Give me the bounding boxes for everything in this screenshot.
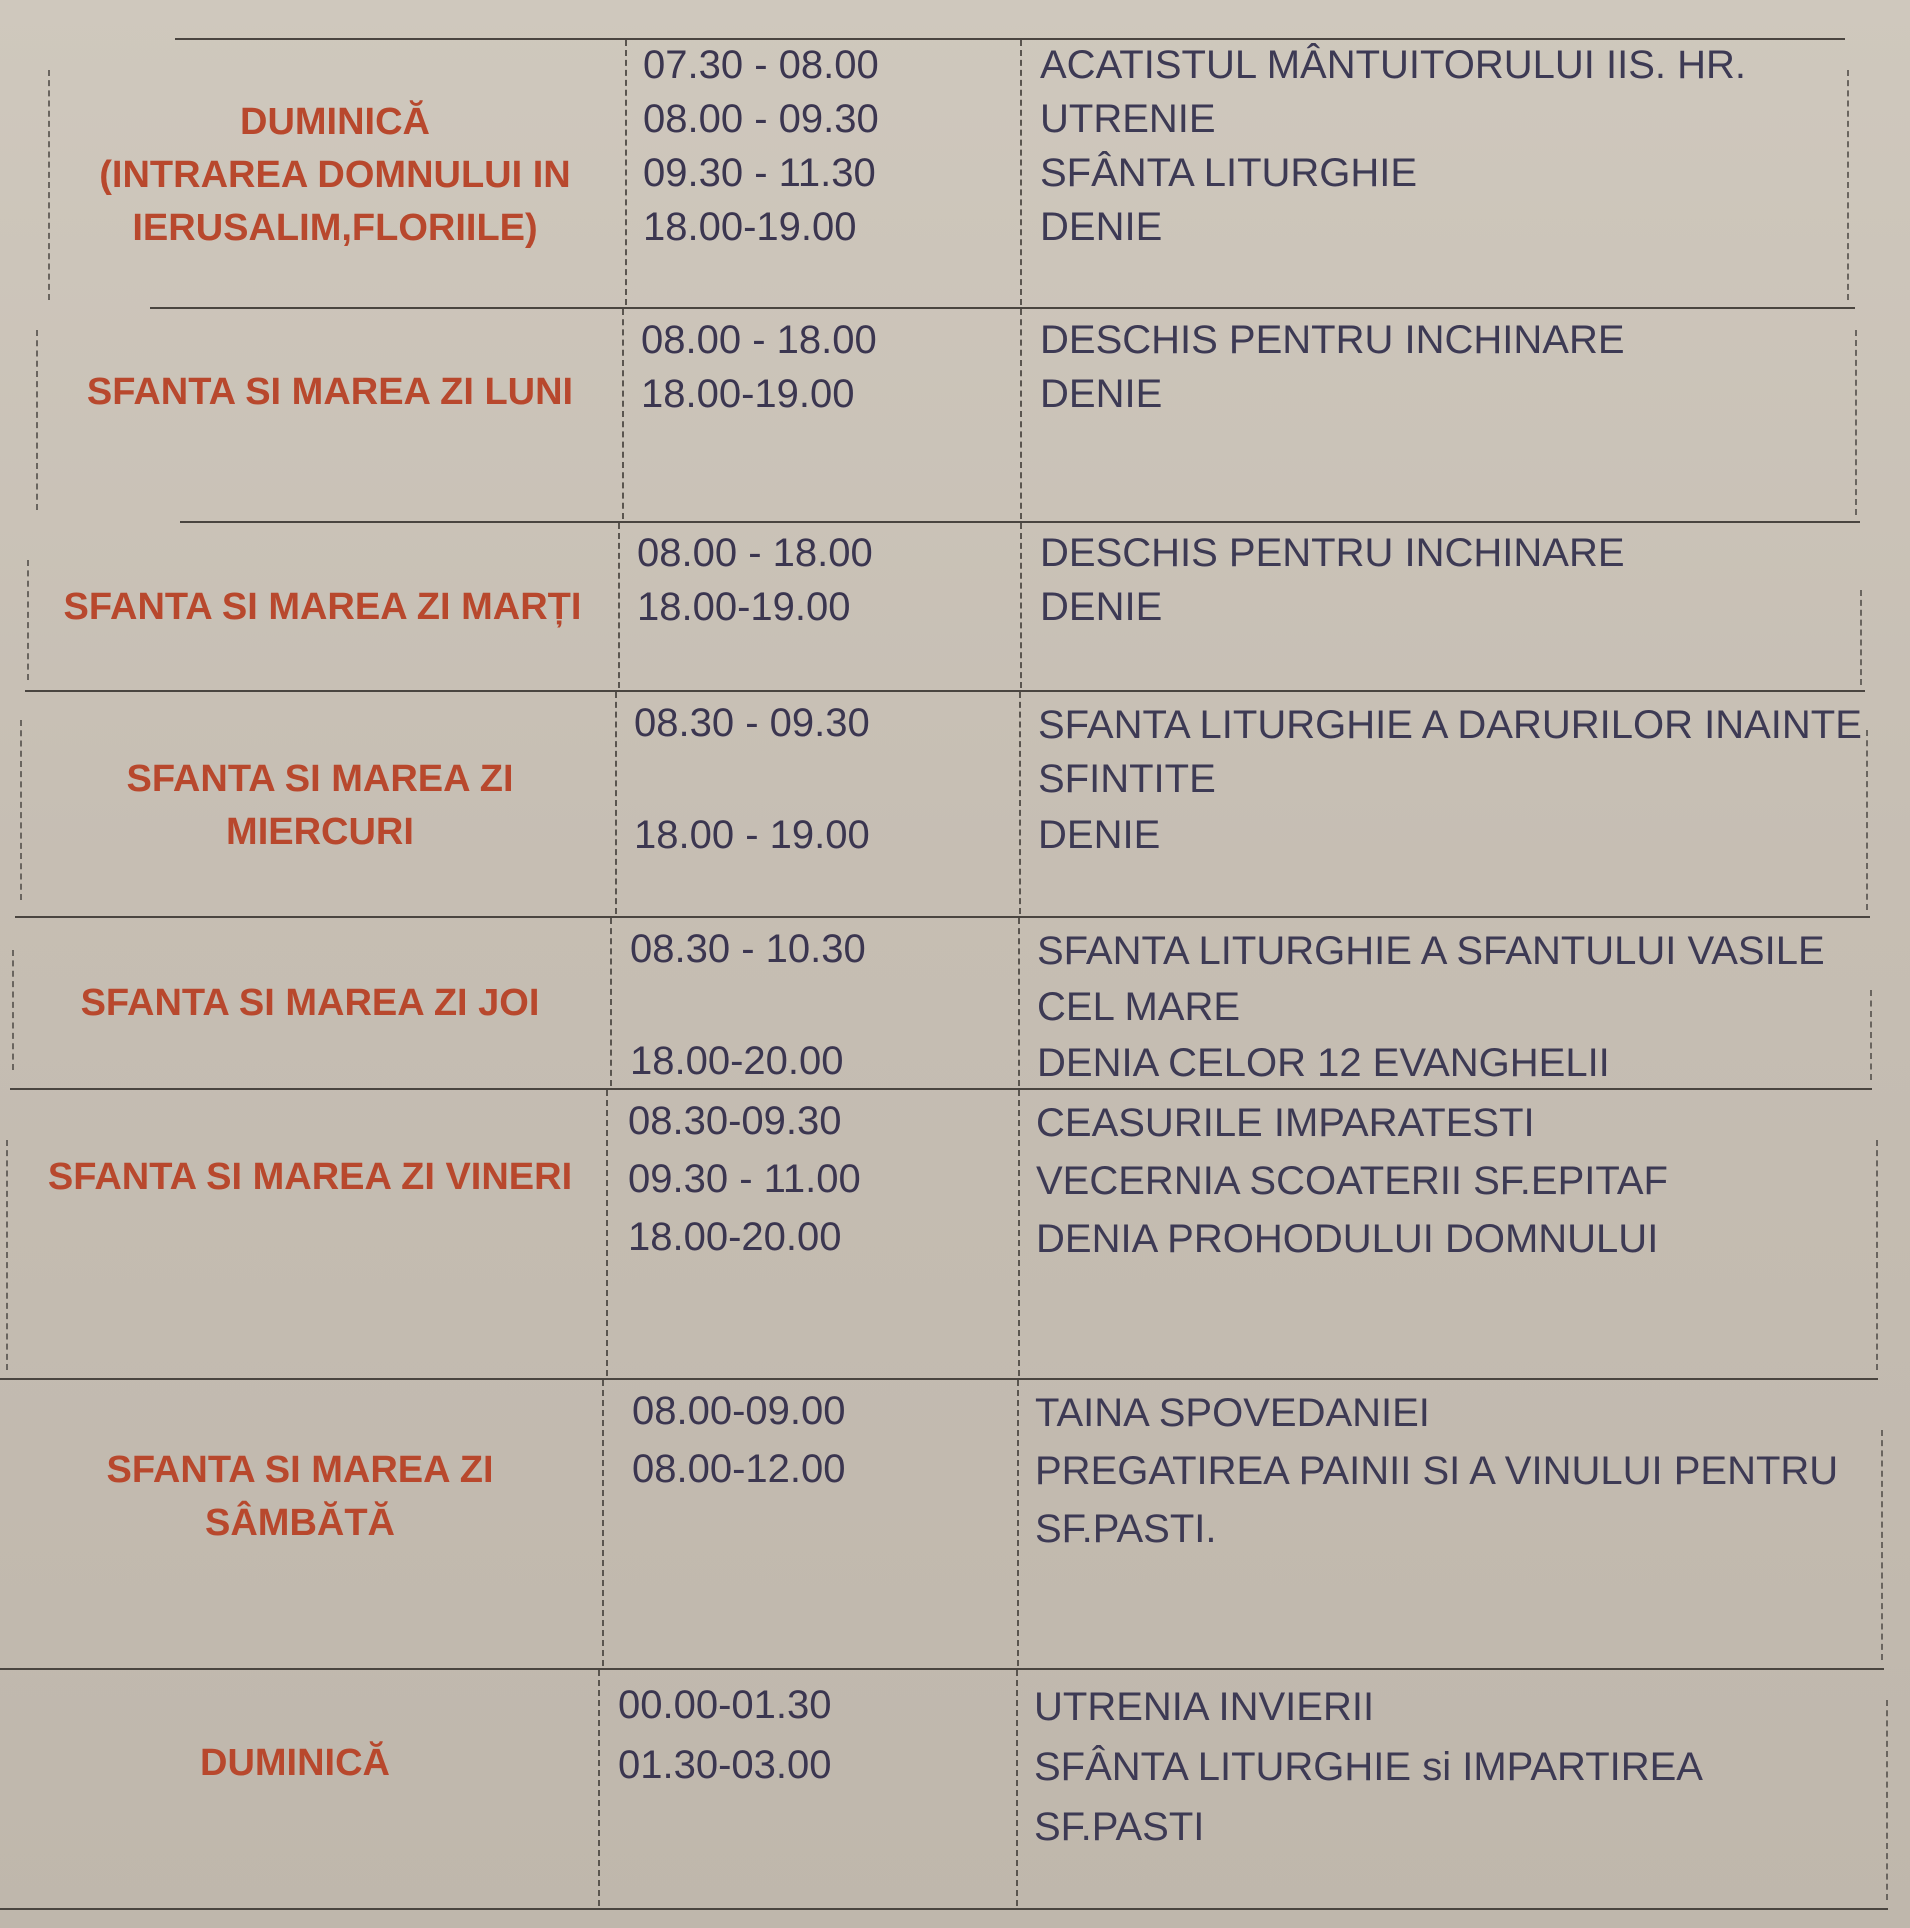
time-slot: 18.00-20.00	[628, 1215, 842, 1259]
time-slot: 18.00-20.00	[630, 1039, 844, 1083]
day-line: SFANTA SI MAREA ZI VINERI	[47, 1155, 573, 1198]
day-line: SFANTA SI MAREA ZI LUNI	[86, 370, 574, 413]
time-slot: 08.00-12.00	[632, 1447, 846, 1491]
column-divider	[622, 309, 624, 519]
service-name: PREGATIREA PAINII SI A VINULUI PENTRU	[1035, 1449, 1839, 1493]
time-slot: 09.30 - 11.30	[643, 151, 876, 195]
table-left-edge	[6, 1140, 8, 1370]
service-name: SFÂNTA LITURGHIE si IMPARTIREA	[1034, 1745, 1703, 1789]
table-right-edge	[1886, 1700, 1888, 1900]
day-line: SFANTA SI MAREA ZI JOI	[80, 981, 540, 1024]
row-divider	[25, 690, 1865, 692]
table-right-edge	[1860, 590, 1862, 685]
time-slot: 18.00-19.00	[641, 372, 855, 416]
time-slot: 00.00-01.30	[618, 1683, 832, 1727]
day-line: IERUSALIM,FLORIILE)	[132, 206, 538, 249]
time-slot: 08.30-09.30	[628, 1099, 842, 1143]
service-name: CEASURILE IMPARATESTI	[1036, 1101, 1535, 1145]
table-left-edge	[20, 720, 22, 900]
day-label	[70, 365, 590, 419]
table-right-edge	[1870, 990, 1872, 1080]
service-name: DENIA PROHODULUI DOMNULUI	[1036, 1217, 1659, 1261]
service-name: DESCHIS PENTRU INCHINARE	[1040, 318, 1625, 362]
service-name: UTRENIA INVIERII	[1034, 1685, 1375, 1729]
row-divider	[150, 307, 1855, 309]
day-label	[30, 1736, 560, 1790]
column-divider	[602, 1380, 604, 1666]
row-divider	[0, 1378, 1878, 1380]
column-divider	[625, 40, 627, 305]
table-left-edge	[36, 330, 38, 510]
service-name: TAINA SPOVEDANIEI	[1035, 1391, 1430, 1435]
column-divider	[1020, 40, 1022, 305]
time-slot: 01.30-03.00	[618, 1743, 832, 1787]
day-label	[80, 90, 590, 260]
day-line: SFANTA SI MAREA ZI MARȚI	[63, 585, 582, 628]
table-left-edge	[12, 950, 14, 1070]
day-label	[20, 1150, 600, 1204]
service-name: DESCHIS PENTRU INCHINARE	[1040, 531, 1625, 575]
column-divider	[1017, 1380, 1019, 1666]
time-slot: 07.30 - 08.00	[643, 43, 879, 87]
table-left-edge	[27, 560, 29, 680]
day-line: SÂMBĂTĂ	[205, 1502, 395, 1544]
time-slot: 08.00 - 09.30	[643, 97, 879, 141]
service-name: SFINTITE	[1038, 757, 1216, 801]
column-divider	[618, 523, 620, 688]
table-right-edge	[1876, 1140, 1878, 1370]
service-name: DENIE	[1040, 585, 1163, 629]
service-name: ACATISTUL MÂNTUITORULUI IIS. HR.	[1040, 43, 1746, 87]
column-divider	[1020, 309, 1022, 519]
table-right-edge	[1866, 730, 1868, 910]
time-slot: 18.00-19.00	[643, 205, 857, 249]
time-slot: 18.00 - 19.00	[634, 813, 870, 857]
column-divider	[610, 918, 612, 1086]
time-slot: 08.00 - 18.00	[641, 318, 877, 362]
time-slot: 18.00-19.00	[637, 585, 851, 629]
service-name: SFANTA LITURGHIE A SFANTULUI VASILE	[1037, 929, 1825, 973]
time-slot: 09.30 - 11.00	[628, 1157, 861, 1201]
column-divider	[1020, 523, 1022, 688]
service-name: SF.PASTI.	[1035, 1507, 1217, 1551]
service-name: DENIE	[1040, 372, 1163, 416]
day-line: DUMINICĂ	[200, 1741, 390, 1784]
time-slot: 08.00 - 18.00	[637, 531, 873, 575]
row-divider	[0, 1668, 1884, 1670]
service-name: DENIE	[1038, 813, 1161, 857]
day-line: SFANTA SI MAREA ZI	[126, 758, 514, 800]
service-name: CEL MARE	[1037, 985, 1241, 1029]
column-divider	[615, 692, 617, 914]
time-slot: 08.30 - 10.30	[630, 927, 866, 971]
service-name: SFANTA LITURGHIE A DARURILOR INAINTE	[1038, 703, 1862, 747]
service-name: SF.PASTI	[1034, 1805, 1205, 1849]
table-right-edge	[1847, 70, 1849, 300]
service-name: UTRENIE	[1040, 97, 1216, 141]
day-line: DUMINICĂ	[240, 100, 430, 143]
service-name: SFÂNTA LITURGHIE	[1040, 151, 1418, 195]
day-line: (INTRAREA DOMNULUI IN	[99, 153, 571, 196]
day-line: MIERCURI	[226, 811, 414, 853]
table-right-edge	[1855, 330, 1857, 515]
service-name: VECERNIA SCOATERII SF.EPITAF	[1036, 1159, 1668, 1203]
column-divider	[1018, 1090, 1020, 1376]
column-divider	[1016, 1670, 1018, 1906]
service-name: DENIE	[1040, 205, 1163, 249]
column-divider	[1018, 918, 1020, 1086]
service-name: DENIA CELOR 12 EVANGHELII	[1037, 1041, 1610, 1085]
day-label	[50, 1438, 550, 1556]
column-divider	[606, 1090, 608, 1376]
column-divider	[1019, 692, 1021, 914]
row-divider	[15, 916, 1870, 918]
table-left-edge	[48, 70, 50, 300]
column-divider	[598, 1670, 600, 1906]
day-label	[70, 750, 570, 862]
time-slot: 08.00-09.00	[632, 1389, 846, 1433]
row-divider	[0, 1908, 1888, 1910]
day-label	[40, 976, 580, 1030]
day-line: SFANTA SI MAREA ZI	[106, 1449, 494, 1491]
day-label	[45, 580, 600, 634]
time-slot: 08.30 - 09.30	[634, 701, 870, 745]
table-right-edge	[1881, 1430, 1883, 1660]
